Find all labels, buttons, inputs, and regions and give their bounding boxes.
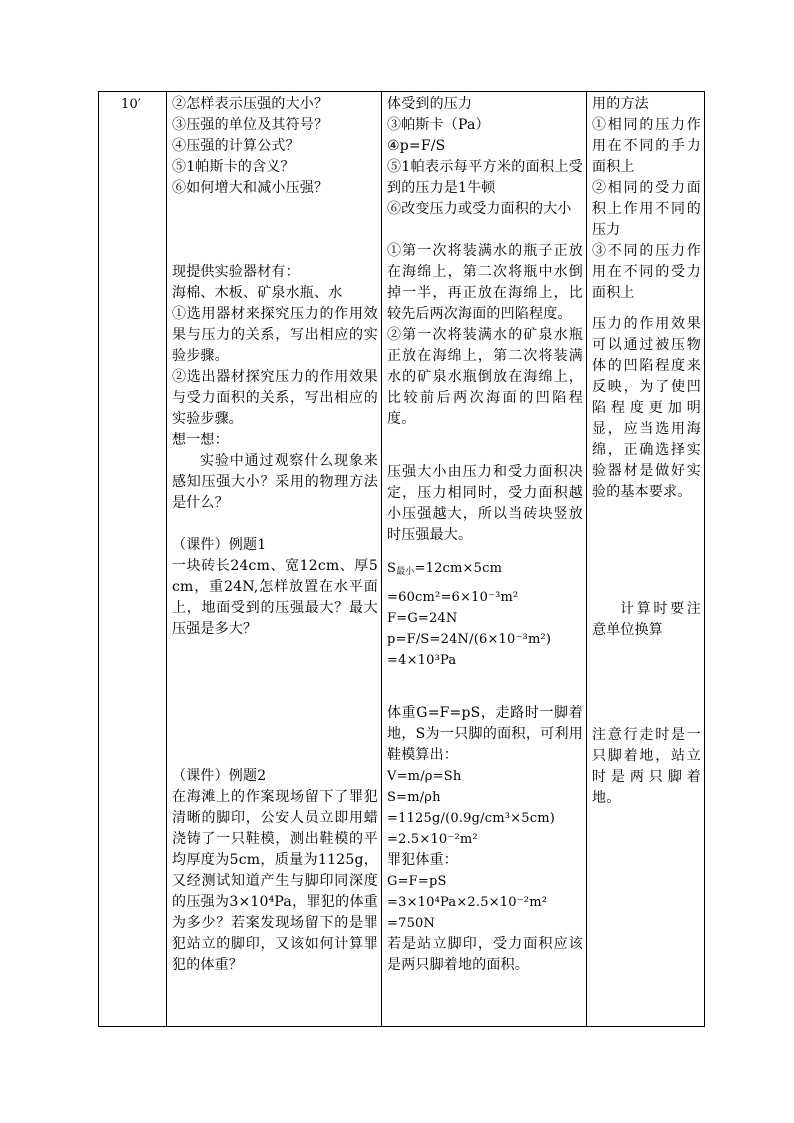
time-label: 10′ — [121, 97, 142, 112]
answer-5: ⑤1帕表示每平方米的面积上受到的压力是1牛顿 — [387, 159, 583, 196]
p-result: =4×10³Pa — [387, 653, 457, 668]
experiment-1: ①第一次将装满水的瓶子正放在海绵上，第二次将瓶中水倒掉一半，再正放在海绵上，比较先后两次海面的凹陷程度。 — [387, 243, 583, 322]
question-6: ⑥如何增大和减小压强？ — [172, 180, 329, 196]
calc-line-2: =2.5×10⁻²m² — [387, 832, 478, 847]
answer-2: 体受到的压力 — [387, 96, 473, 112]
task-2: ②选出器材探究压力的作用效果与受力面积的关系，写出相应的实验步骤。 — [172, 369, 378, 427]
think-title: 想一想： — [172, 432, 229, 448]
calc-line-1: =1125g/(0.9g/cm³×5cm) — [387, 811, 555, 826]
materials-intro: 现提供实验器材有： — [172, 264, 300, 280]
g-result: =750N — [387, 916, 436, 931]
teacher-activity-column — [166, 92, 381, 1026]
example-2-intro: 体重G=F=pS，走路时一脚着地，S为一只脚的面积，可利用鞋模算出： — [387, 705, 583, 763]
method-2: ②相同的受力面积上作用不同的压力 — [592, 180, 701, 238]
time-column — [99, 92, 166, 1026]
experiment-2: ②第一次将装满水的矿泉水瓶正放在海绵上，第二次将装满水的矿泉水瓶倒放在海绵上，比较前后两次海面的凹陷程度。 — [387, 327, 583, 427]
task-1: ①选用器材来探究压力的作用效果与压力的关系，写出相应的实验步骤。 — [172, 306, 378, 364]
note-effect: 压力的作用效果可以通过被压物体的凹陷程度来反映，为了使凹陷程度更加明显，应当选用海绵，正确选择实验器材是做好实验的基本要求。 — [592, 316, 701, 500]
method-1: ①相同的压力作用在不同的手力面积上 — [592, 117, 701, 175]
example-1-text: 一块砖长24cm、宽12cm、厚5cm，重24N,怎样放置在水平面上，地面受到的压强最大？最大压强是多大？ — [172, 558, 378, 637]
weight-title: 罪犯体重： — [387, 852, 458, 868]
s-line-2: =60cm²=6×10⁻³m² — [387, 590, 519, 605]
example-2-title: （课件）例题2 — [172, 768, 267, 784]
g-calc: =3×10⁴Pa×2.5×10⁻²m² — [387, 895, 548, 910]
question-5: ⑤1帕斯卡的含义？ — [172, 159, 295, 175]
p-line: p=F/S=24N/(6×10⁻³m²) — [387, 632, 552, 647]
method-tail: 用的方法 — [592, 96, 649, 112]
answer-3: ③帕斯卡（Pa） — [387, 117, 490, 133]
f-line: F=G=24N — [387, 611, 458, 626]
note-units: 计算时要注意单位换算 — [592, 601, 701, 638]
s-min-line: $S_{最小}=12cm\times 5cm$ — [387, 561, 503, 577]
volume-line: V=m/ρ=Sh — [387, 769, 462, 784]
example-2-text: 在海滩上的作案现场留下了罪犯清晰的脚印，公安人员立即用蜡浇铸了一只鞋模，测出鞋模的平均厚度为5cm，质量为1125g，又经测试知道产生与脚印同深度的压强为3×10⁴Pa，罪犯的体重为多少？若案发现场留下的是罪犯站立的脚印，又该如何计算罪犯的体重？ — [172, 789, 378, 973]
standing-note: 若是站立脚印，受力面积应该是两只脚着地的面积。 — [387, 936, 583, 973]
question-4: ④压强的计算公式？ — [172, 138, 300, 154]
student-activity-column — [381, 92, 586, 1026]
think-text: 实验中通过观察什么现象来感知压强大小？采用的物理方法是什么？ — [172, 453, 378, 511]
design-intent-column — [586, 92, 704, 1026]
g-line: G=F=pS — [387, 874, 447, 889]
example-1-answer: 压强大小由压力和受力面积决定，压力相同时，受力面积越小压强越大，所以当砖块竖放时压强最大。 — [387, 464, 583, 543]
materials-list: 海棉、木板、矿泉水瓶、水 — [172, 285, 343, 301]
lesson-table — [98, 91, 705, 1027]
answer-6: ⑥改变压力或受力面积的大小 — [387, 201, 572, 217]
question-2: ②怎样表示压强的大小？ — [172, 96, 329, 112]
answer-4: ④p=F/S — [387, 138, 446, 154]
method-3: ③不同的压力作用在不同的受力面积上 — [592, 243, 701, 301]
example-1-title: （课件）例题1 — [172, 537, 267, 553]
note-walk: 注意行走时是一只脚着地，站立时是两只脚着地。 — [592, 727, 701, 806]
question-3: ③压强的单位及其符号？ — [172, 117, 329, 133]
area-line: S=m/ρh — [387, 790, 441, 805]
